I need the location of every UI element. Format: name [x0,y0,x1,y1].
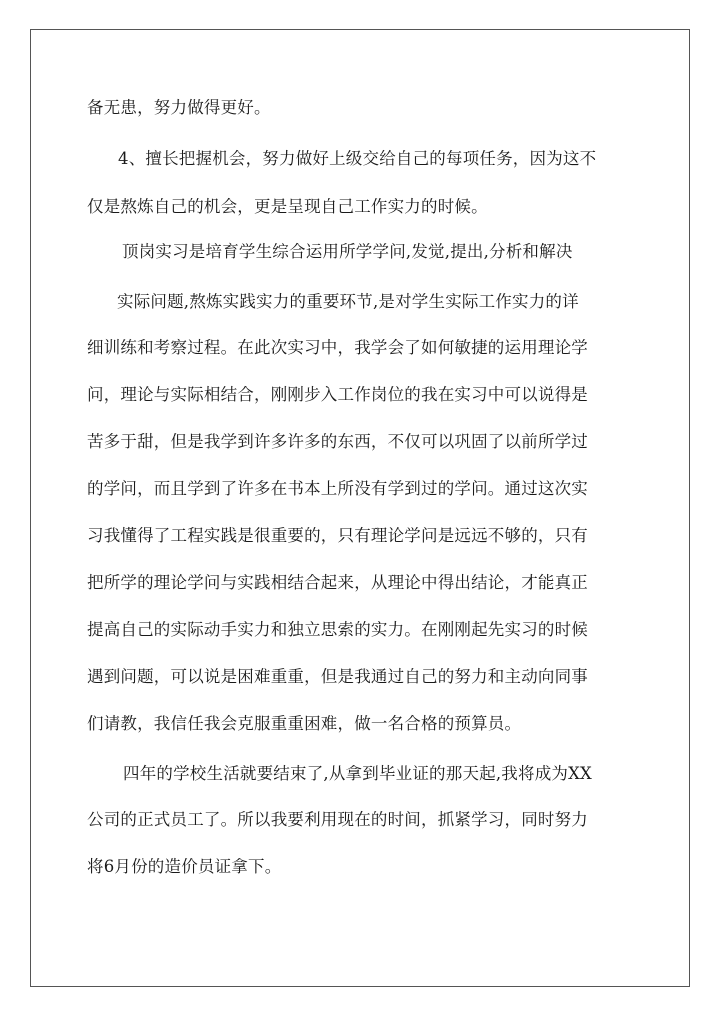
page-border [30,29,690,987]
text-line: 把所学的理论学问与实践相结合起来，从理论中得出结论，才能真正 [87,573,588,592]
text-line: 将6月份的造价员证拿下。 [87,857,282,876]
text-line: 的学问，而且学到了许多在书本上所没有学到过的学问。通过这次实 [87,479,588,498]
text-line: 细训练和考察过程。在此次实习中，我学会了如何敏捷的运用理论学 [87,338,588,357]
text-line: 苦多于甜，但是我学到许多许多的东西，不仅可以巩固了以前所学过 [87,432,588,451]
text-line: 备无患，努力做得更好。 [87,98,271,117]
text-line: 四年的学校生活就要结束了,从拿到毕业证的那天起,我将成为XX [123,764,592,783]
text-line: 实际问题,熬炼实践实力的重要环节,是对学生实际工作实力的详 [117,292,579,311]
text-line: 问，理论与实际相结合，刚刚步入工作岗位的我在实习中可以说得是 [87,385,588,404]
text-line: 提高自己的实际动手实力和独立思索的实力。在刚刚起先实习的时候 [87,620,588,639]
text-line: 仅是熬炼自己的机会，更是呈现自己工作实力的时候。 [87,197,488,216]
text-line: 习我懂得了工程实践是很重要的，只有理论学问是远远不够的，只有 [87,526,588,545]
text-line: 们请教，我信任我会克服重重困难，做一名合格的预算员。 [87,714,522,733]
text-line: 4、擅长把握机会，努力做好上级交给自己的每项任务，因为这不 [118,149,597,168]
text-line: 公司的正式员工了。所以我要利用现在的时间，抓紧学习，同时努力 [87,810,588,829]
text-line: 遇到问题，可以说是困难重重，但是我通过自己的努力和主动向同事 [87,667,588,686]
text-line: 顶岗实习是培育学生综合运用所学学问,发觉,提出,分析和解决 [122,242,573,261]
